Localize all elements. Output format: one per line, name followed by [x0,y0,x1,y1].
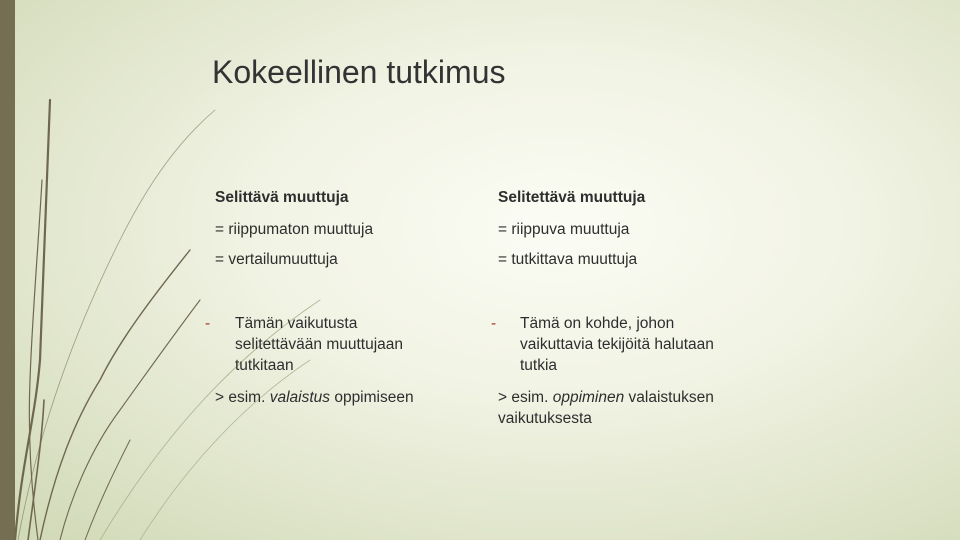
left-bullet-text [235,313,403,376]
left-column-line-2: = vertailumuuttuja [215,251,338,268]
left-bullet-dash: - [205,315,211,332]
right-bullet-line-2: vaikuttavia tekijöitä halutaan [520,336,714,353]
left-bullet [205,313,475,379]
left-column-line-1: = riippumaton muuttuja [215,221,374,238]
deco-line-4 [60,300,200,540]
right-example-prefix: > esim. [498,389,553,406]
right-example-line-1 [498,387,714,408]
left-example-suffix: oppimiseen [330,389,414,406]
right-example-italic: oppiminen [552,389,625,406]
right-example-suffix: valaistuksen [624,389,714,406]
left-bullet-line-3: tutkitaan [235,357,294,374]
right-column-heading: Selitettävä muuttuja [498,189,646,206]
right-bullet [491,313,778,379]
right-bullet-line-1: Tämä on kohde, johon [520,315,675,332]
left-bullet-line-1: Tämän vaikutusta [235,315,358,332]
left-example [215,387,414,408]
left-example-italic: valaistus [269,389,331,406]
right-bullet-dash: - [491,315,497,332]
slide-title: Kokeellinen tutkimus [212,54,506,90]
left-column-heading: Selittävä muuttuja [215,189,349,206]
right-example-line-2: vaikutuksesta [498,410,592,427]
deco-line-3 [40,250,190,540]
right-example [498,387,714,429]
right-column-line-1: = riippuva muuttuja [498,221,630,238]
right-bullet-text [520,313,714,376]
left-column [205,187,475,447]
left-example-prefix: > esim. [215,389,270,406]
right-column-line-2: = tutkittava muuttuja [498,251,638,268]
left-bullet-line-2: selitettävään muuttujaan [235,336,404,353]
right-bullet-line-3: tutkia [520,357,558,374]
right-column [491,187,778,447]
